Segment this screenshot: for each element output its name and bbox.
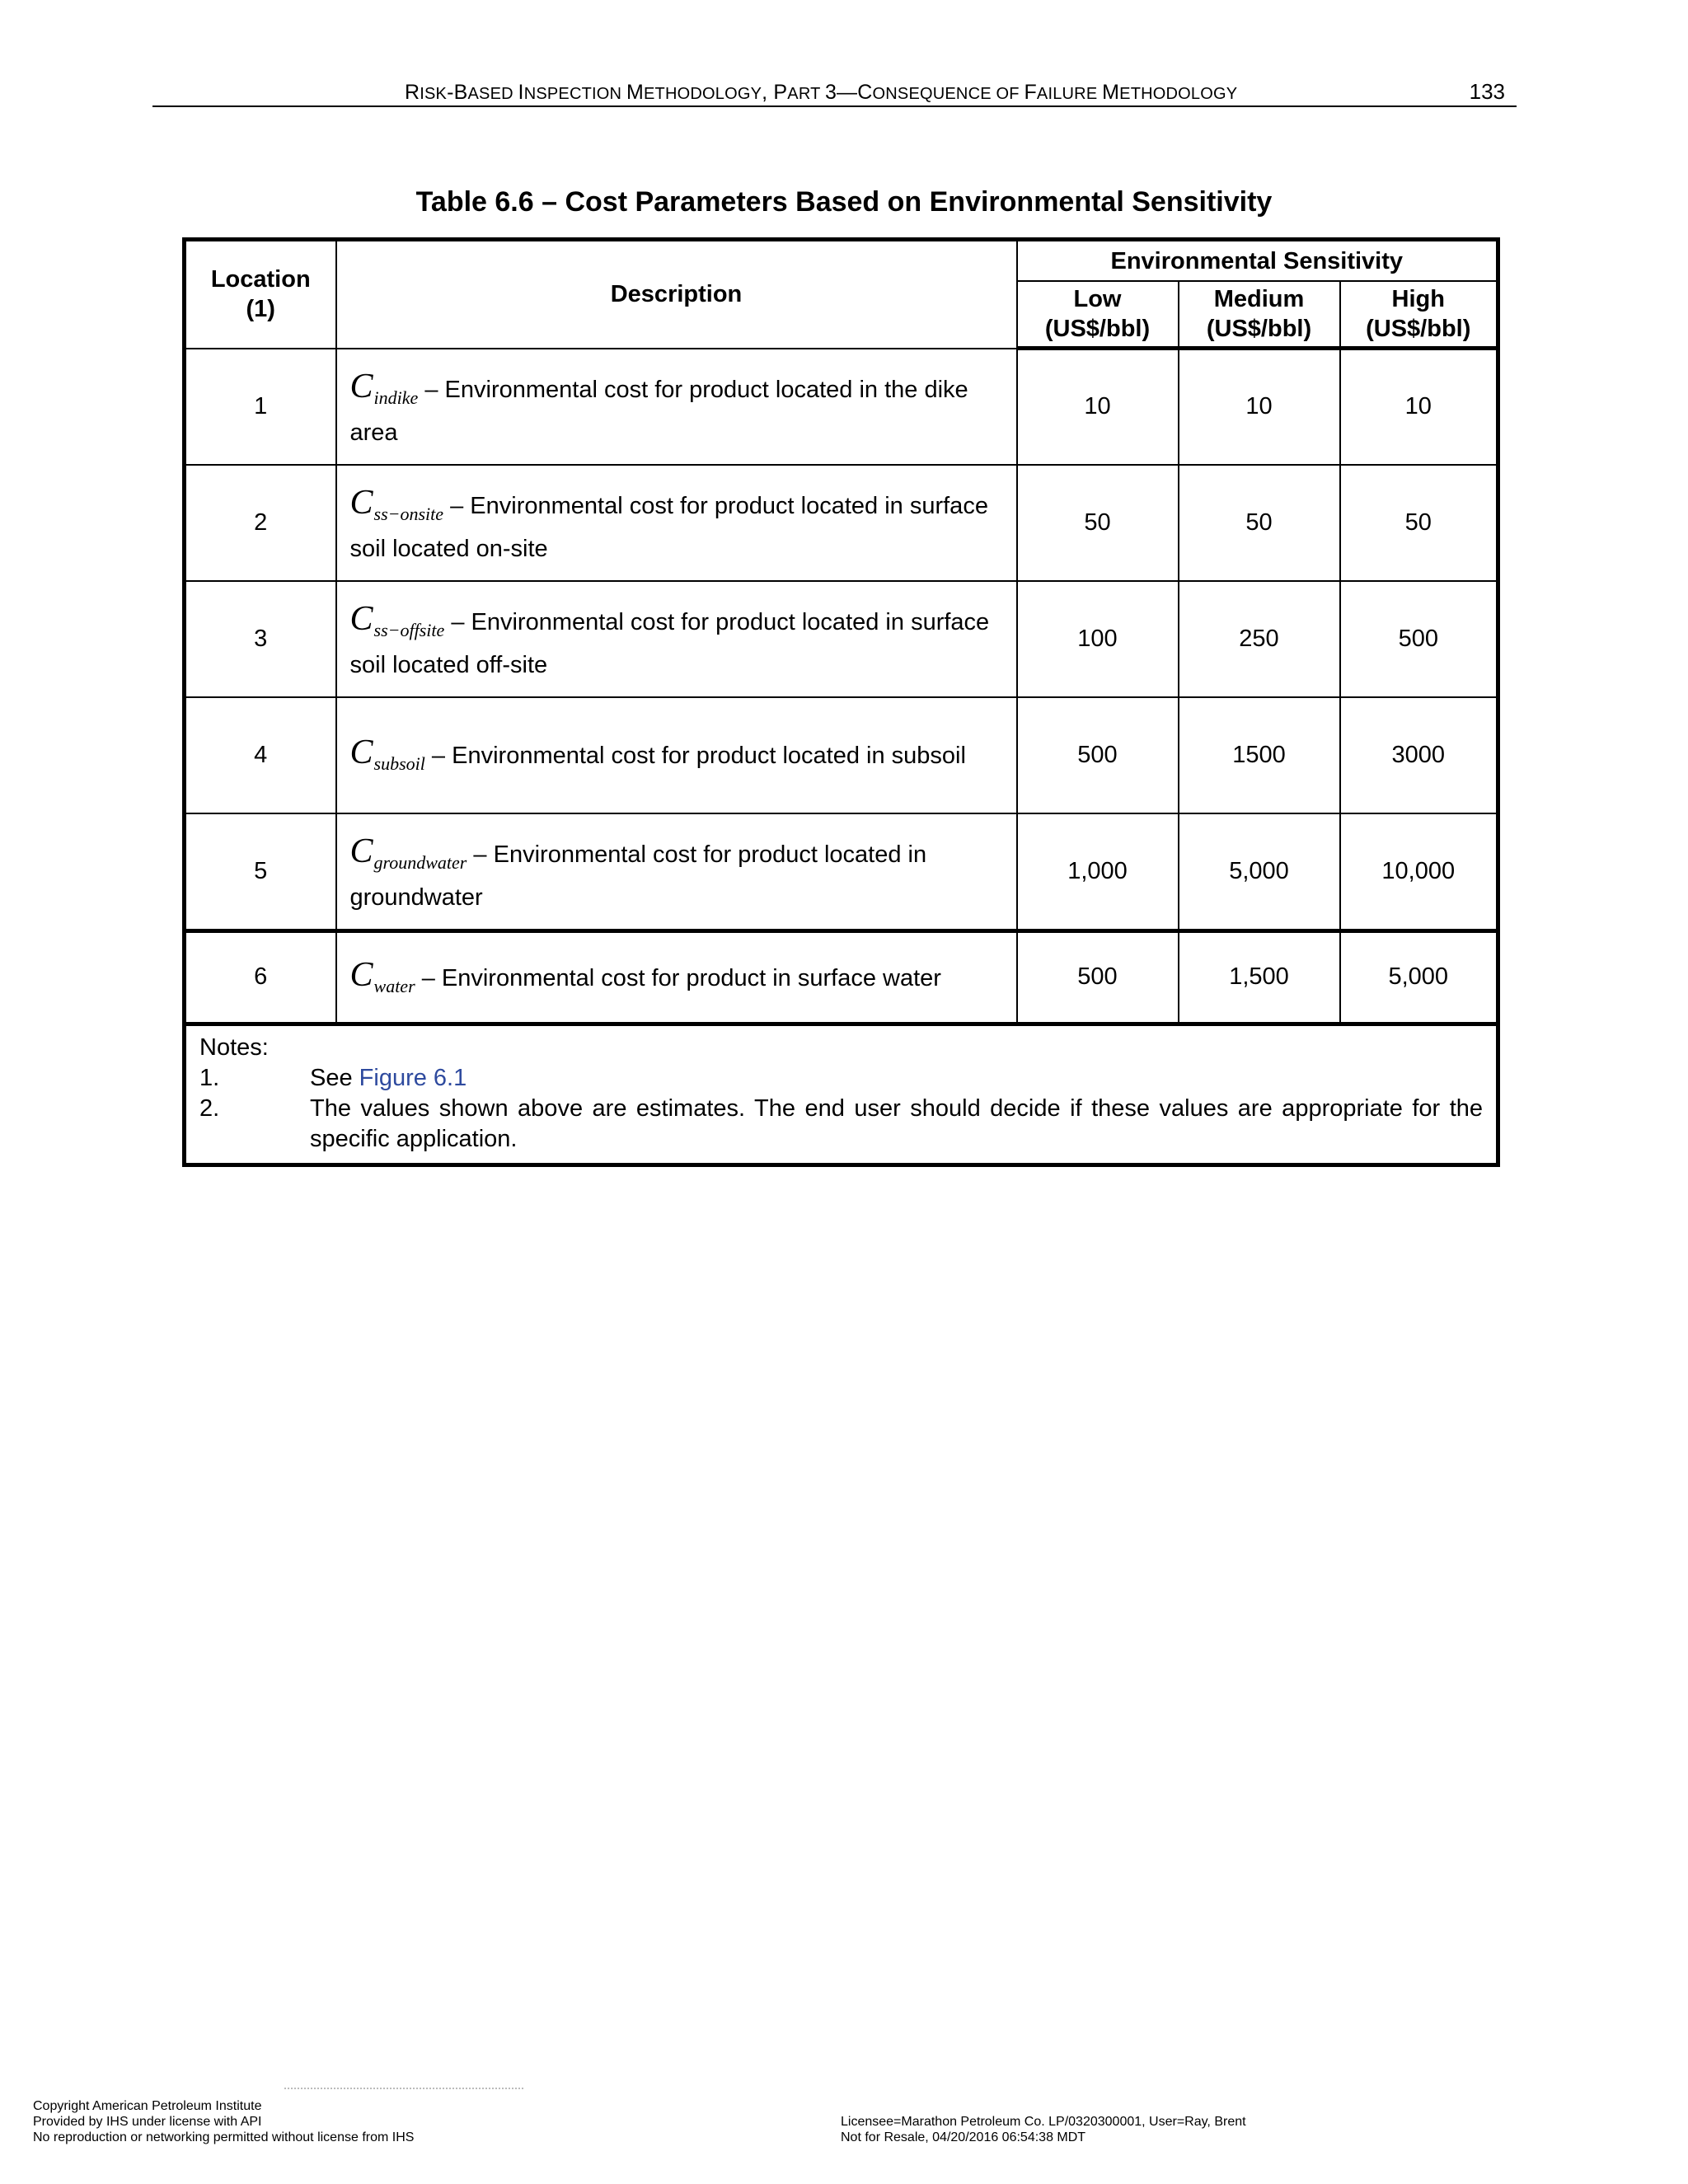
footer-left (33, 2098, 414, 2145)
notes-title: Notes: (199, 1033, 269, 1061)
table-row (185, 930, 1498, 1024)
cost-description-text: – Environmental cost for product located in surface soil located on-site (349, 493, 988, 562)
table-caption: Table 6.6 – Cost Parameters Based on Environmental Sensitivity (415, 186, 1273, 218)
footer-provider: Provided by IHS under license with API (33, 2115, 262, 2129)
cell-description (336, 349, 1017, 465)
note-text-body: See (310, 1064, 359, 1091)
note-text (310, 1063, 1483, 1094)
cell-medium: 1,500 (1179, 930, 1340, 1024)
cell-low: 100 (1017, 581, 1179, 697)
cost-symbol-subscript: ss−onsite (373, 504, 444, 524)
note-number: 2. (199, 1094, 220, 1122)
running-title-part: M (1102, 81, 1120, 104)
running-title-part: NSPECTION (523, 85, 626, 103)
cost-symbol (350, 956, 415, 994)
note-text-body: The values shown above are estimates. The end user should decide if these values are appropriate for the specific application. (310, 1094, 1484, 1152)
cost-symbol (350, 600, 445, 638)
table-row (185, 349, 1498, 465)
cell-medium: 5,000 (1179, 813, 1340, 931)
cost-description-text: – Environmental cost for product located in surface soil located off-site (349, 609, 990, 678)
notes-list (199, 1063, 1483, 1155)
running-title-part: -B (447, 81, 468, 104)
note-item (199, 1094, 1483, 1155)
cell-location: 2 (185, 465, 336, 581)
table-row (185, 813, 1498, 931)
footer-restriction: No reproduction or networking permitted without license from IHS (33, 2130, 415, 2144)
header-low: Low (US$/bbl) (1017, 281, 1179, 349)
cell-high: 10 (1340, 349, 1498, 465)
cost-description-text: – Environmental cost for product located in subsoil (424, 743, 966, 769)
cell-medium: 250 (1179, 581, 1340, 697)
cost-description-text: – Environmental cost for product in surface water (415, 964, 941, 991)
cost-symbol (349, 733, 425, 774)
cost-symbol (350, 484, 444, 522)
scan-artifact (284, 2088, 523, 2089)
table-row (185, 697, 1498, 813)
cell-low: 10 (1017, 349, 1179, 465)
running-title-part: , P (762, 81, 788, 104)
footer-right (841, 2114, 1246, 2145)
cell-description (336, 930, 1017, 1024)
cost-symbol-subscript: water (373, 975, 415, 996)
footer-resale: Not for Resale, 04/20/2016 06:54:38 MDT (841, 2130, 1086, 2144)
running-title-part: M (626, 81, 644, 104)
cost-symbol-letter: C (349, 733, 373, 771)
cell-low: 50 (1017, 465, 1179, 581)
cell-medium: 10 (1179, 349, 1340, 465)
cell-low: 500 (1017, 930, 1179, 1024)
running-title-part: ONSEQUENCE OF (872, 85, 1025, 103)
cost-symbol-subscript: groundwater (373, 852, 467, 873)
cost-description-text: – Environmental cost for product located in groundwater (349, 841, 927, 911)
cost-symbol-letter: C (349, 832, 373, 870)
cell-high: 500 (1340, 581, 1498, 697)
cell-low: 1,000 (1017, 813, 1179, 931)
footer-copyright: Copyright American Petroleum Institute (33, 2099, 262, 2113)
cell-location: 4 (185, 697, 336, 813)
page-number: 133 (1469, 79, 1505, 104)
figure-link[interactable]: Figure 6.1 (359, 1064, 467, 1091)
note-item (199, 1063, 1483, 1094)
cell-location: 1 (185, 349, 336, 465)
running-title-part: ART (787, 85, 825, 103)
cell-description (336, 465, 1017, 581)
running-title-part: R (405, 81, 420, 104)
running-title-part: ISK (420, 85, 448, 103)
cell-medium: 50 (1179, 465, 1340, 581)
cell-high: 5,000 (1340, 930, 1498, 1024)
cell-high: 3000 (1340, 697, 1498, 813)
running-title-part: ASED (467, 85, 518, 103)
cost-symbol-subscript: subsoil (373, 753, 425, 774)
cost-symbol-letter: C (349, 955, 373, 994)
cell-location: 3 (185, 581, 336, 697)
cell-high: 50 (1340, 465, 1498, 581)
cost-symbol-subscript: ss−offsite (373, 620, 445, 640)
table-row (185, 465, 1498, 581)
cost-symbol-subscript: indike (373, 387, 419, 408)
cost-symbol-letter: C (349, 484, 373, 522)
running-title (405, 81, 1237, 105)
cell-description (336, 581, 1017, 697)
header-environmental-sensitivity: Environmental Sensitivity (1017, 240, 1498, 282)
header-description: Description (336, 240, 1017, 349)
cost-symbol-letter: C (349, 600, 373, 638)
cell-high: 10,000 (1340, 813, 1498, 931)
header-location: Location (1) (185, 240, 336, 349)
cost-symbol (349, 368, 419, 408)
cell-low: 500 (1017, 697, 1179, 813)
cell-location: 5 (185, 813, 336, 931)
cost-description-text: – Environmental cost for product located in the dike area (349, 377, 968, 446)
footer-licensee: Licensee=Marathon Petroleum Co. LP/0320300001, User=Ray, Brent (841, 2115, 1246, 2129)
table-row (185, 581, 1498, 697)
running-title-part: ETHODOLOGY (1119, 85, 1238, 103)
cell-medium: 1500 (1179, 697, 1340, 813)
running-header (152, 76, 1517, 107)
running-title-part: F (1024, 81, 1037, 104)
cell-location: 6 (185, 930, 336, 1024)
note-text (310, 1094, 1483, 1155)
running-title-part: AILURE (1036, 85, 1103, 103)
cell-description (336, 813, 1017, 931)
cell-description (336, 697, 1017, 813)
running-title-part: 3—C (824, 81, 873, 104)
header-high: High (US$/bbl) (1340, 281, 1498, 349)
running-title-part: I (518, 81, 524, 104)
running-title-part: ETHODOLOGY (643, 85, 762, 103)
cost-symbol (349, 832, 467, 873)
note-number: 1. (199, 1064, 220, 1091)
header-medium: Medium (US$/bbl) (1179, 281, 1340, 349)
cost-symbol-letter: C (349, 368, 373, 405)
notes-cell (185, 1024, 1498, 1165)
cost-parameters-table (182, 237, 1500, 1167)
